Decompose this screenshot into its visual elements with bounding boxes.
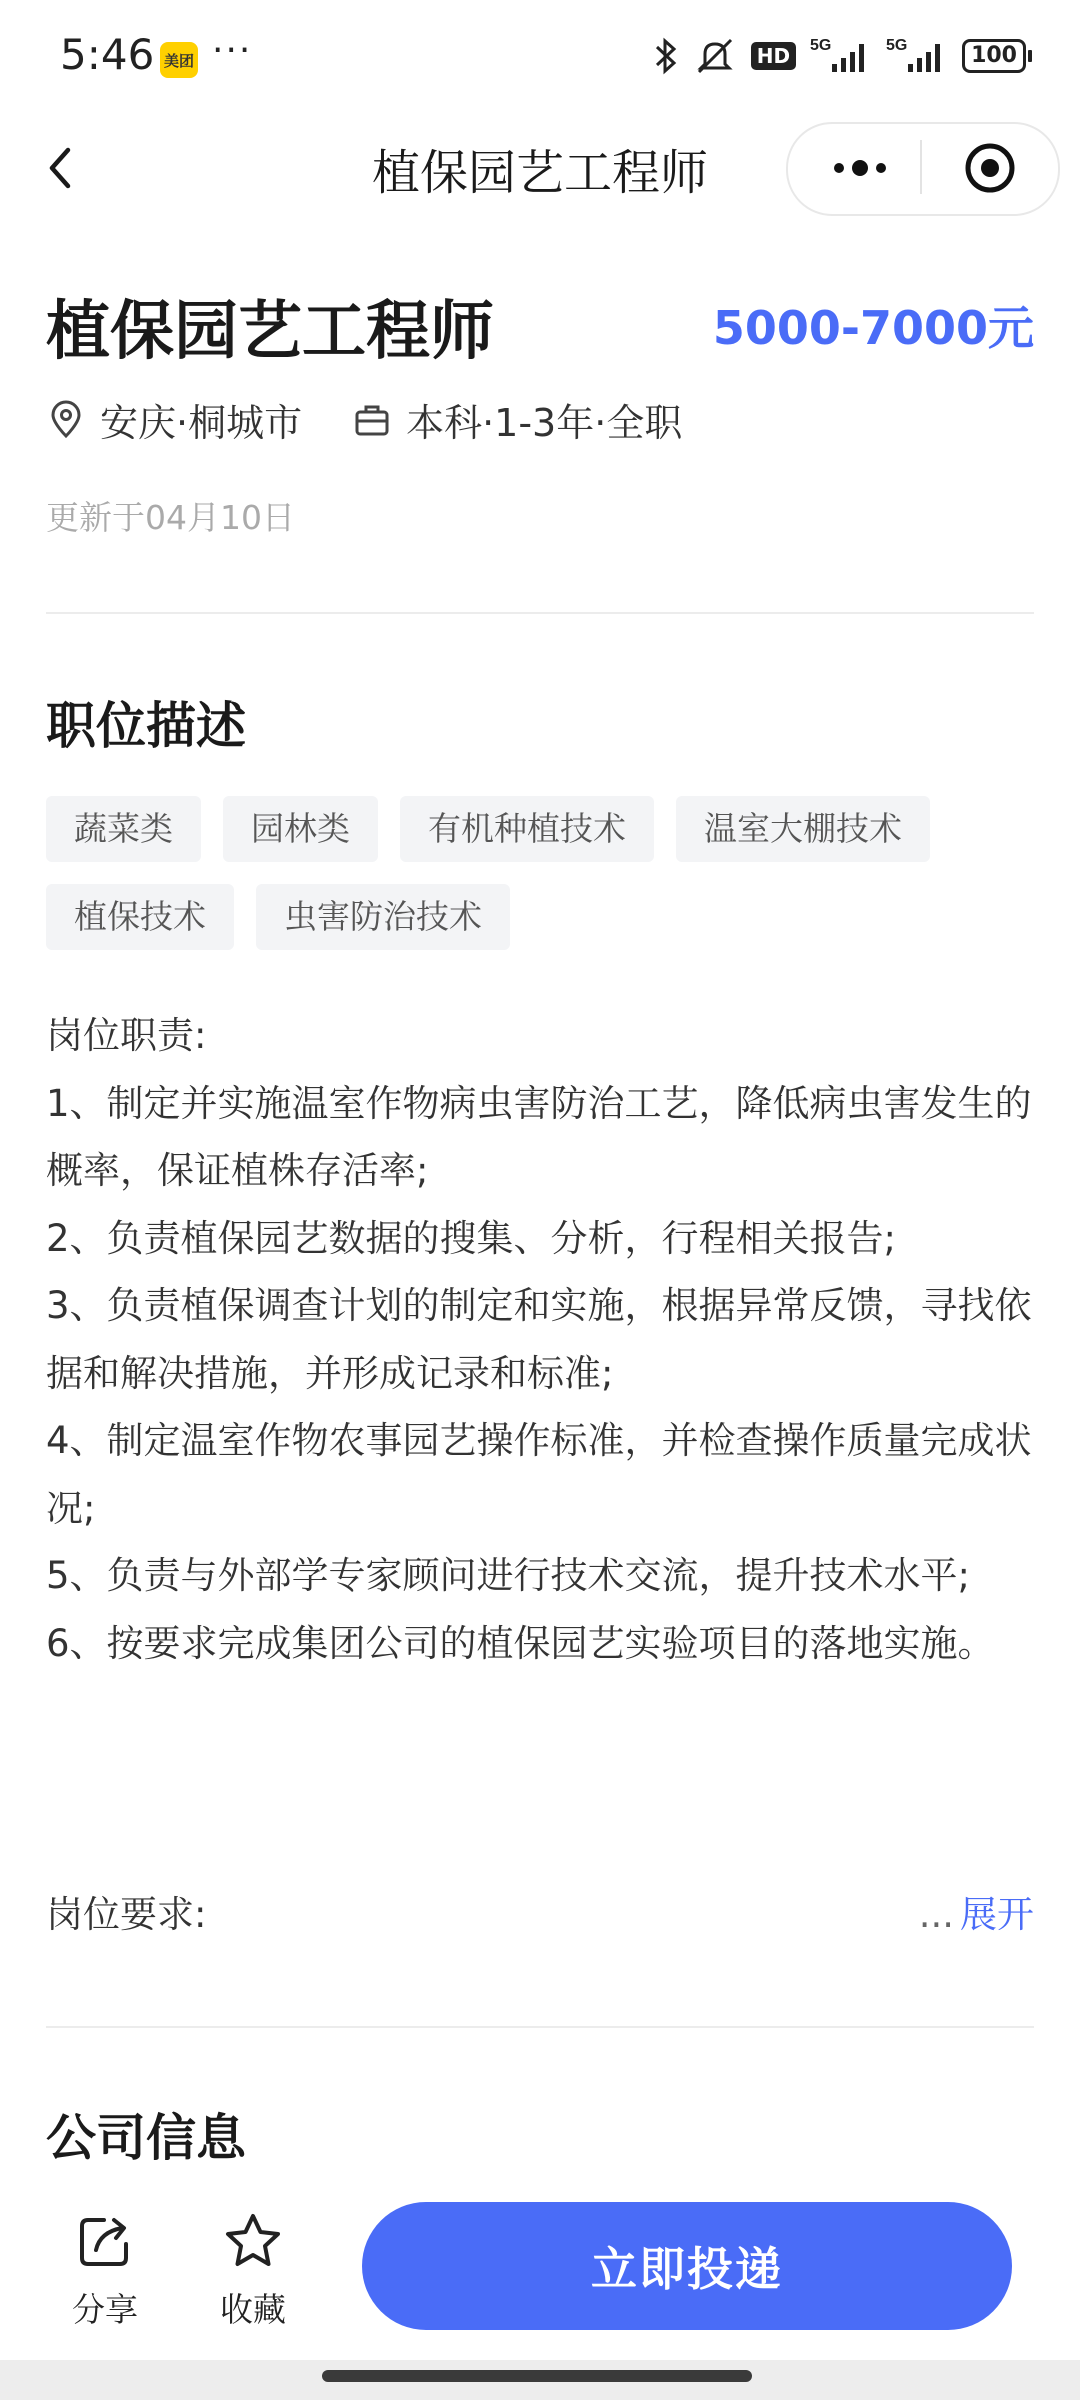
more-dots-icon (834, 163, 844, 173)
capsule-divider (920, 140, 922, 194)
battery-level: 100 (962, 39, 1026, 73)
tag: 园林类 (223, 796, 378, 862)
description-line: 4、制定温室作物农事园艺操作标准，并检查操作质量完成状况; (46, 1419, 1032, 1530)
apply-button[interactable]: 立即投递 (362, 2202, 1012, 2330)
description-line: 5、负责与外部学专家顾问进行技术交流，提升技术水平; (46, 1554, 971, 1597)
capsule-more-button[interactable] (810, 140, 910, 196)
location-pin-icon (46, 400, 86, 440)
share-label: 分享 (72, 2290, 138, 2329)
signal-icon-2 (886, 36, 948, 76)
chevron-left-icon (40, 138, 100, 198)
description-line: 2、负责植保园艺数据的搜集、分析，行程相关报告; (46, 1216, 897, 1260)
tag: 温室大棚技术 (676, 796, 930, 862)
target-icon (963, 141, 1017, 195)
status-icons (653, 36, 1032, 76)
skill-tags (46, 796, 1034, 950)
bluetooth-icon (653, 36, 679, 76)
favorite-button[interactable] (198, 2210, 308, 2331)
ellipsis: ... (918, 1893, 954, 1936)
description-line: 岗位职责: (46, 1014, 207, 1057)
description-line: 1、制定并实施温室作物病虫害防治工艺，降低病虫害发生的概率，保证植株存活率; (46, 1081, 1032, 1192)
app-badge-icon: 美团 (160, 42, 198, 78)
updated-date: 更新于04月10日 (46, 498, 295, 537)
requirements-row (46, 1884, 1034, 1938)
job-requirements: 本科·1-3年·全职 (406, 401, 683, 445)
section-title-company: 公司信息 (46, 2109, 246, 2167)
svg-text:5G: 5G (886, 37, 908, 54)
job-meta-row (46, 392, 682, 447)
mute-icon (693, 36, 737, 76)
favorite-label: 收藏 (220, 2290, 286, 2329)
share-button[interactable] (50, 2210, 160, 2331)
salary: 5000-7000元 (712, 301, 1034, 355)
svg-text:5G: 5G (810, 37, 832, 54)
share-icon (74, 2210, 136, 2272)
tag: 有机种植技术 (400, 796, 654, 862)
description-line: 6、按要求完成集团公司的植保园艺实验项目的落地实施。 (46, 1621, 995, 1665)
signal-icon (810, 36, 872, 76)
page-title: 植保园艺工程师 (371, 145, 708, 201)
hd-icon: HD (751, 42, 796, 70)
job-title: 植保园艺工程师 (46, 295, 494, 369)
job-location: 安庆·桐城市 (100, 401, 303, 445)
requirements-label: 岗位要求: (46, 1893, 207, 1936)
expand-label: 展开 (960, 1893, 1034, 1936)
job-description-text (46, 1002, 1034, 1677)
tag: 虫害防治技术 (256, 884, 510, 950)
back-button[interactable] (40, 138, 100, 198)
tag: 蔬菜类 (46, 796, 201, 862)
tag: 植保技术 (46, 884, 234, 950)
section-title-description: 职位描述 (46, 697, 246, 755)
capsule-close-button[interactable] (954, 136, 1026, 200)
expand-link[interactable] (919, 1884, 1034, 1938)
star-icon (222, 2210, 284, 2272)
home-indicator[interactable] (322, 2370, 752, 2382)
briefcase-icon (352, 400, 392, 440)
description-line: 3、负责植保调查计划的制定和实施，根据异常反馈，寻找依据和解决措施，并形成记录和标准; (46, 1284, 1032, 1395)
status-more: ··· (212, 30, 253, 71)
battery-icon (962, 39, 1032, 73)
status-time: 5:46 (60, 30, 155, 79)
divider (46, 2026, 1034, 2028)
divider (46, 612, 1034, 614)
